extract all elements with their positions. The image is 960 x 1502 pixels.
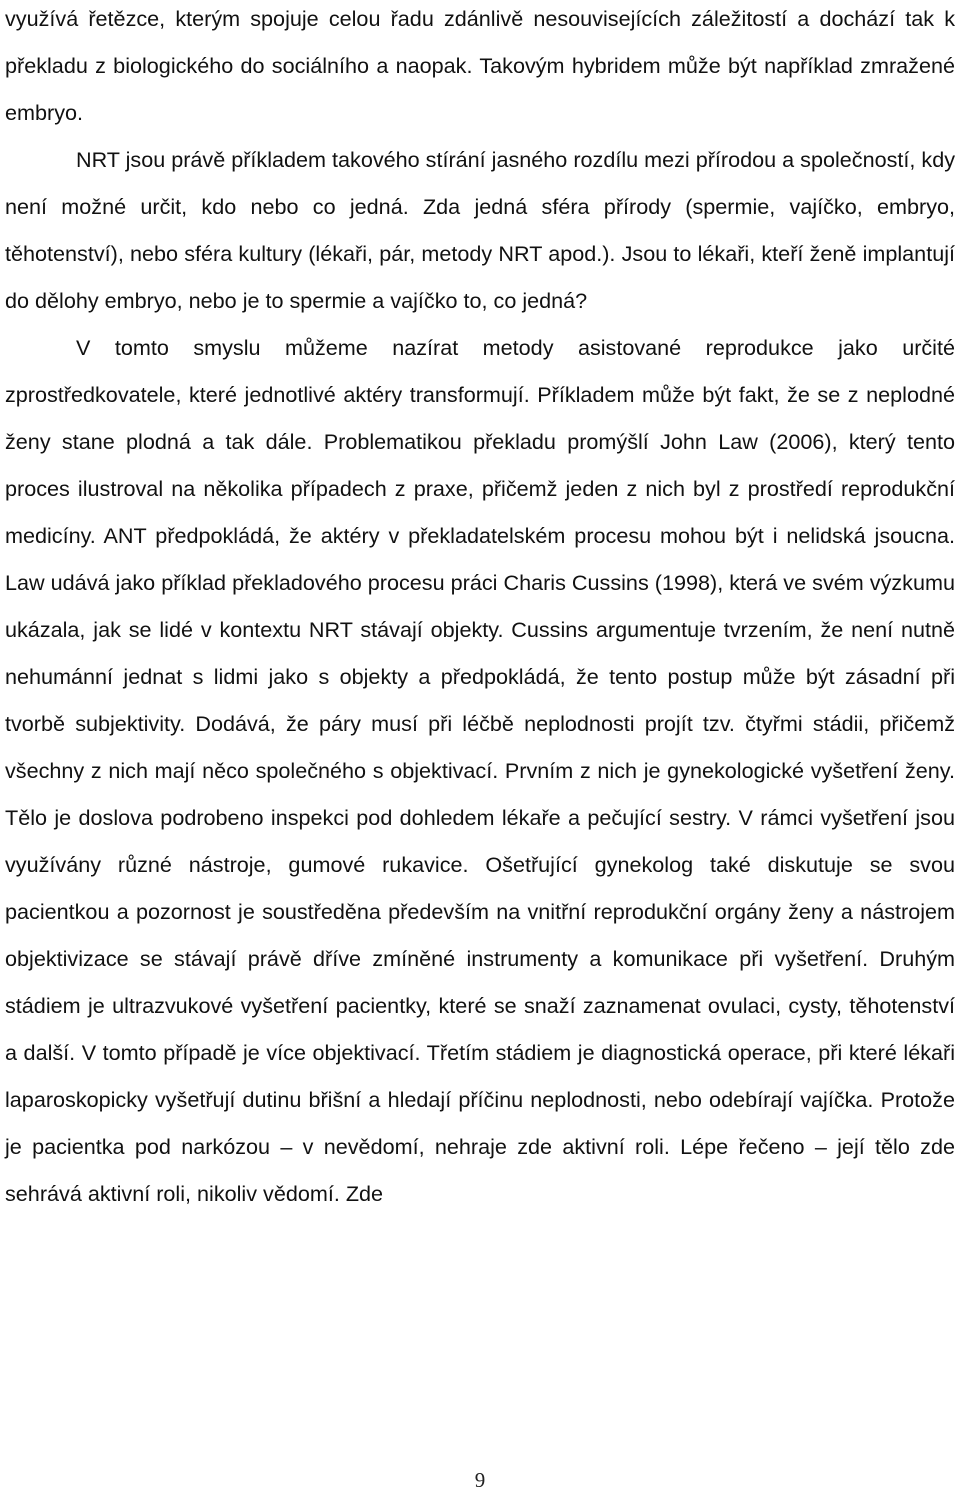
body-text [5, 0, 955, 1217]
page-number: 9 [474, 1468, 486, 1492]
paragraph-3: V tomto smyslu můžeme nazírat metody asistované reprodukce jako určité zprostředkovatele, které jednotlivé aktéry transformují. Příkladem může být fakt, že se z neplodné ženy stane plodná a tak dále. Problematikou překladu promýšlí John Law (2006), který tento proces ilustroval na několika případech z praxe, přičemž jeden z nich byl z prostředí reprodukční medicíny. ANT předpokládá, že aktéry v překladatelském procesu mohou být i nelidská jsoucna. Law udává jako příklad překladového procesu práci Charis Cussins (1998), která ve svém výzkumu ukázala, jak se lidé v kontextu NRT stávají objekty. Cussins argumentuje tvrzením, že není nutně nehumánní jednat s lidmi jako s objekty a předpokládá, že tento postup může být zásadní při tvorbě subjektivity. Dodává, že páry musí při léčbě neplodnosti projít tzv. čtyřmi stádii, přičemž všechny z nich mají něco společného s objektivací. Prvním z nich je gynekologické vyšetření ženy. Tělo je doslova podrobeno inspekci pod dohledem lékaře a pečující sestry. V rámci vyšetření jsou využívány různé nástroje, gumové rukavice. Ošetřující gynekolog také diskutuje se svou pacientkou a pozornost je soustředěna především na vnitřní reprodukční orgány ženy a nástrojem objektivizace se stávají právě dříve zmíněné instrumenty a komunikace při vyšetření. Druhým stádiem je ultrazvukové vyšetření pacientky, které se snaží zaznamenat ovulaci, cysty, těhotenství a další. V tomto případě je více objektivací. Třetím stádiem je diagnostická operace, při které lékaři laparoskopicky vyšetřují dutinu břišní a hledají příčinu neplodnosti, nebo odebírají vajíčka. Protože je pacientka pod narkózou – v nevědomí, nehraje zde aktivní roli. Lépe řečeno – její tělo zde sehrává aktivní roli, nikoliv vědomí. Zde [5, 335, 955, 1206]
paragraph-1: využívá řetězce, kterým spojuje celou řadu zdánlivě nesouvisejících záležitostí a dochází tak k překladu z biologického do sociálního a naopak. Takovým hybridem může být například zmražené embryo. [5, 6, 955, 125]
paragraph-2: NRT jsou právě příkladem takového stírání jasného rozdílu mezi přírodou a společností, kdy není možné určit, kdo nebo co jedná. Zda jedná sféra přírody (spermie, vajíčko, embryo, těhotenství), nebo sféra kultury (lékaři, pár, metody NRT apod.). Jsou to lékaři, kteří ženě implantují do dělohy embryo, nebo je to spermie a vajíčko to, co jedná? [5, 147, 955, 313]
